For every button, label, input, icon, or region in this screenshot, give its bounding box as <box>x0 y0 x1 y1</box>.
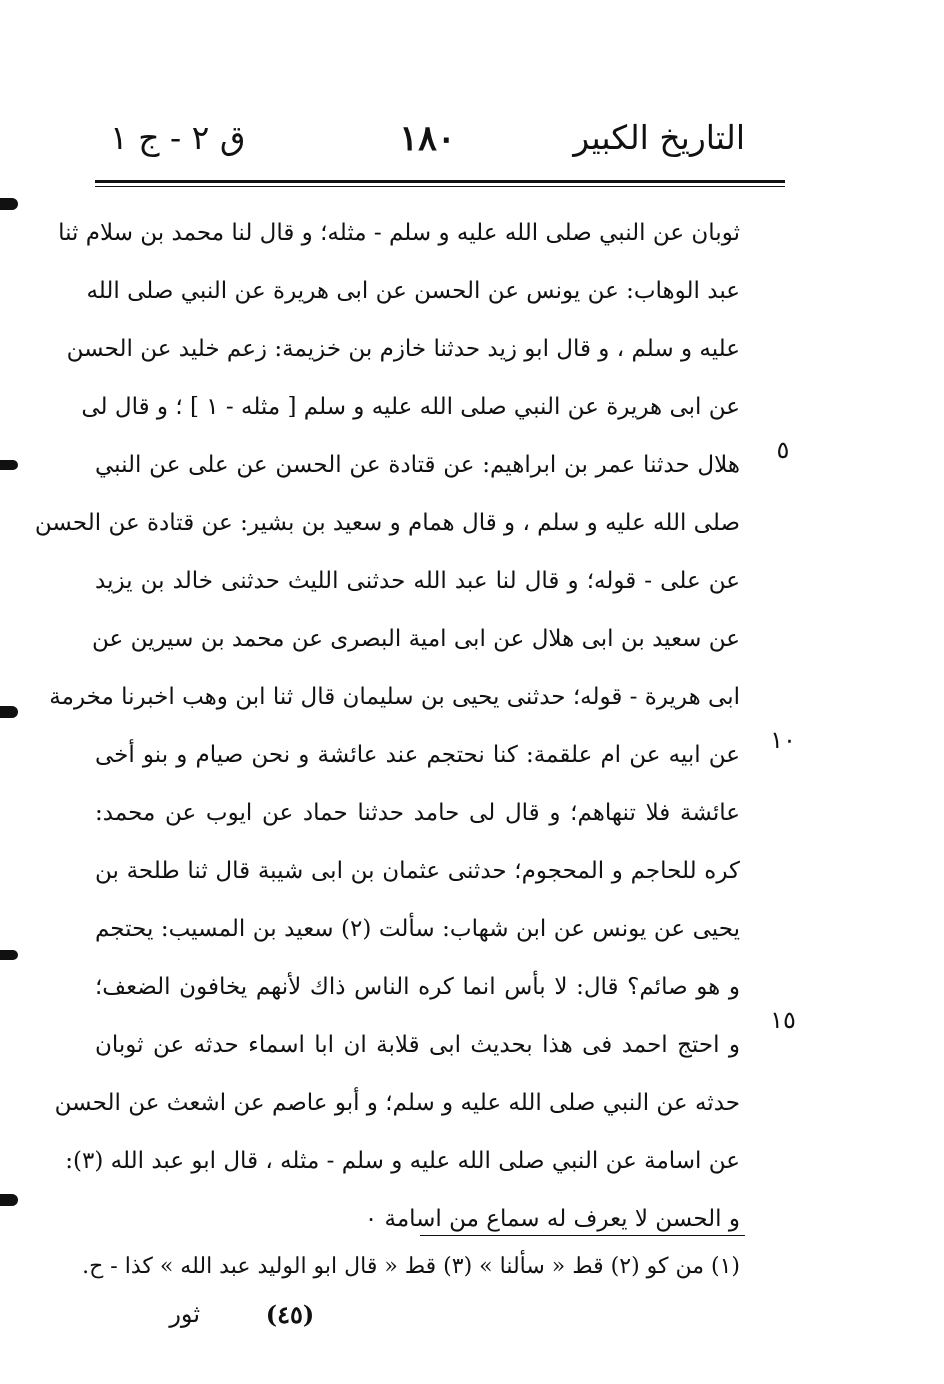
text-line: عن سعيد بن ابى هلال عن ابى امية البصرى عن محمد بن سيرين عن <box>92 626 740 652</box>
text-line: و احتج احمد فى هذا بحديث ابى قلابة ان ابا اسماء حدثه عن ثوبان <box>95 1032 740 1058</box>
text-line: عن ابى هريرة عن النبي صلى الله عليه و سلم [ مثله - ١ ] ؛ و قال لى <box>81 394 740 420</box>
text-line: ابى هريرة - قوله؛ حدثنى يحيى بن سليمان قال ثنا ابن وهب اخبرنا مخرمة <box>49 684 740 710</box>
text-line: حدثه عن النبي صلى الله عليه و سلم؛ و أبو عاصم عن اشعث عن الحسن <box>54 1090 740 1116</box>
line-number-10: ١٠ <box>770 726 796 754</box>
volume-reference: ق ٢ - ج ١ <box>110 118 246 157</box>
text-line: عبد الوهاب: عن يونس عن الحسن عن ابى هريرة عن النبي صلى الله <box>86 278 740 304</box>
text-line: و هو صائم؟ قال: لا بأس انما كره الناس ذاك لأنهم يخافون الضعف؛ <box>95 974 740 1000</box>
text-line: عليه و سلم ، و قال ابو زيد حدثنا خازم بن خزيمة: زعم خليد عن الحسن <box>66 336 740 362</box>
catchword: ثور <box>169 1300 200 1328</box>
line-number-5: ٥ <box>776 436 790 464</box>
header-rule <box>95 180 785 183</box>
scan-edge-mark <box>0 950 18 960</box>
page-header <box>110 118 745 174</box>
text-line: عائشة فلا تنهاهم؛ و قال لى حامد حدثنا حماد عن ايوب عن محمد: <box>95 800 740 826</box>
scan-edge-mark <box>0 1194 18 1206</box>
header-rule-thin <box>95 186 785 187</box>
scan-edge-mark <box>0 460 18 470</box>
page-number: ١٨٠ <box>399 118 456 159</box>
text-line: هلال حدثنا عمر بن ابراهيم: عن قتادة عن الحسن عن على عن النبي <box>95 452 740 478</box>
line-number-15: ١٥ <box>770 1006 796 1034</box>
text-line: عن على - قوله؛ و قال لنا عبد الله حدثنى الليث حدثنى خالد بن يزيد <box>95 568 740 594</box>
text-line: عن اسامة عن النبي صلى الله عليه و سلم - مثله ، قال ابو عبد الله (٣): <box>65 1148 740 1174</box>
text-line: عن ابيه عن ام علقمة: كنا نحتجم عند عائشة و نحن صيام و بنو أخى <box>95 742 740 768</box>
scan-edge-mark <box>0 706 18 718</box>
footnotes: (١) من كو (٢) قط « سألنا » (٣) قط « قال ابو الوليد عبد الله » كذا - ح. <box>82 1254 740 1279</box>
text-line: يحيى عن يونس عن ابن شهاب: سألت (٢) سعيد بن المسيب: يحتجم <box>95 916 740 942</box>
text-line: كره للحاجم و المحجوم؛ حدثنى عثمان بن ابى شيبة قال ثنا طلحة بن <box>95 858 740 884</box>
scan-edge-mark <box>0 198 18 210</box>
main-text <box>34 204 740 1248</box>
signature-number: (٤٥) <box>265 1300 315 1329</box>
running-title: التاريخ الكبير <box>573 118 745 157</box>
footnote-rule <box>420 1235 745 1236</box>
text-line: صلى الله عليه و سلم ، و قال همام و سعيد بن بشير: عن قتادة عن الحسن <box>34 510 740 536</box>
text-line: ثوبان عن النبي صلى الله عليه و سلم - مثله؛ و قال لنا محمد بن سلام ثنا <box>58 220 740 246</box>
text-line: و الحسن لا يعرف له سماع من اسامة ٠ <box>364 1206 740 1232</box>
